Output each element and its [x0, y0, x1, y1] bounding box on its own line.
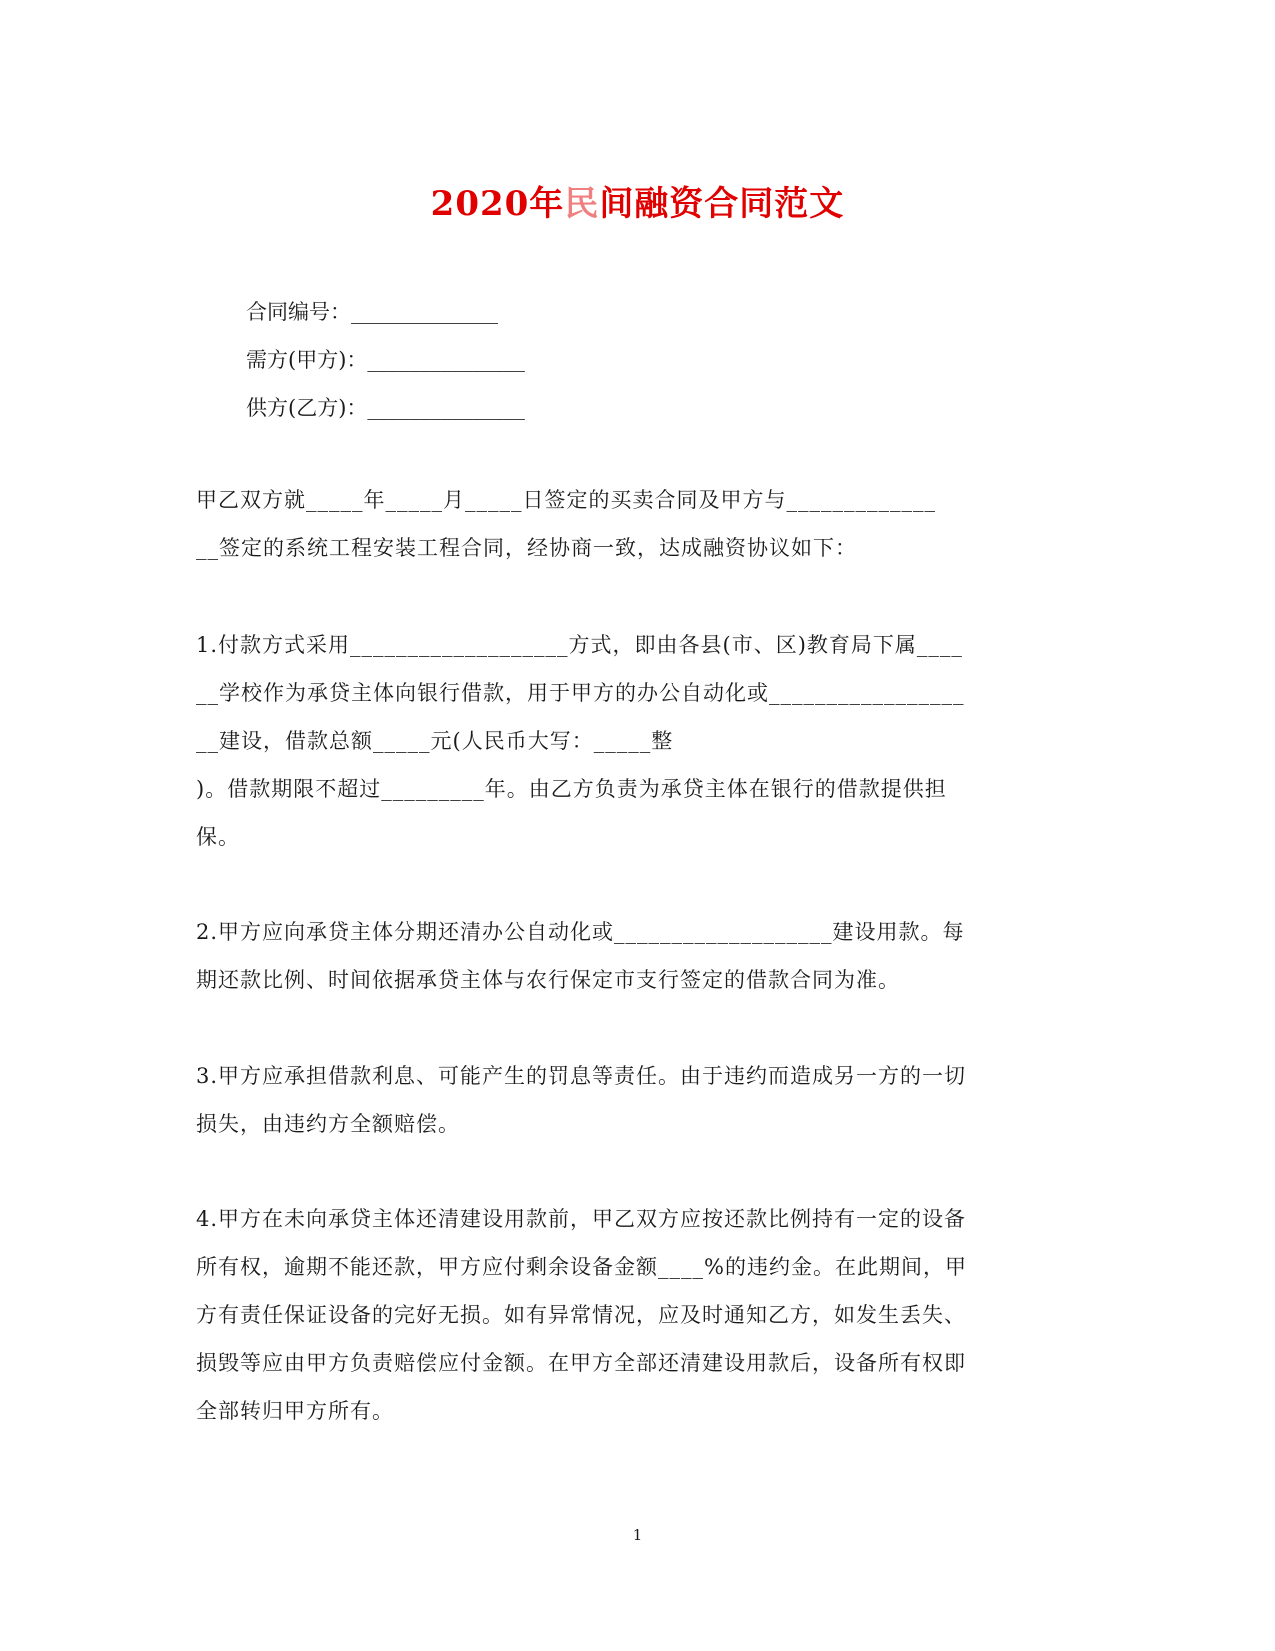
clause-2 [196, 908, 1076, 1004]
clause-4-line: 全部转归甲方所有。 [196, 1399, 394, 1423]
clause-4-line: 方有责任保证设备的完好无损。如有异常情况，应及时通知乙方，如发生丢失、 [196, 1303, 966, 1327]
intro-line: 甲乙双方就_____年_____月_____日签定的买卖合同及甲方与_____________ [196, 488, 936, 512]
intro-line: __签定的系统工程安装工程合同，经协商一致，达成融资协议如下： [196, 536, 857, 560]
clause-4-line: 所有权，逾期不能还款，甲方应付剩余设备金额____%的违约金。在此期间，甲 [196, 1255, 967, 1279]
clause-2-line: 期还款比例、时间依据承贷主体与农行保定市支行签定的借款合同为准。 [196, 968, 900, 992]
page-number: 1 [632, 1526, 643, 1544]
title-prefix: 2020年 [430, 184, 565, 224]
document-title [0, 176, 1275, 225]
clause-1-line: __建设，借款总额_____元(人民币大写：_____整 [196, 729, 674, 753]
clause-3 [196, 1052, 1076, 1148]
buyer-party-field: 需方(甲方)：_______________ [246, 348, 525, 372]
clause-1-line: __学校作为承贷主体向银行借款，用于甲方的办公自动化或_________________ [196, 681, 965, 705]
clause-4-line: 4.甲方在未向承贷主体还清建设用款前，甲乙双方应按还款比例持有一定的设备 [196, 1207, 967, 1231]
title-suffix: 间融资合同范文 [599, 184, 845, 224]
clause-4-line: 损毁等应由甲方负责赔偿应付金额。在甲方全部还清建设用款后，设备所有权即 [196, 1351, 966, 1375]
clause-3-line: 损失，由违约方全额赔偿。 [196, 1112, 460, 1136]
clause-4 [196, 1195, 1076, 1435]
supplier-party-field: 供方(乙方)：_______________ [246, 396, 525, 420]
clause-1 [196, 621, 1076, 861]
clause-1-line: )。借款期限不超过_________年。由乙方负责为承贷主体在银行的借款提供担 [196, 777, 947, 801]
clause-2-line: 2.甲方应向承贷主体分期还清办公自动化或___________________建设用款。每 [196, 920, 965, 944]
clause-3-line: 3.甲方应承担借款利息、可能产生的罚息等责任。由于违约而造成另一方的一切 [196, 1064, 967, 1088]
contract-header-fields [246, 288, 525, 432]
clause-1-line: 1.付款方式采用___________________方式，即由各县(市、区)教育局下属____ [196, 633, 963, 657]
clause-1-line: 保。 [196, 825, 240, 849]
title-faded-char: 民 [564, 184, 600, 224]
intro-paragraph [196, 476, 1076, 572]
contract-number-field: 合同编号：______________ [246, 300, 498, 324]
